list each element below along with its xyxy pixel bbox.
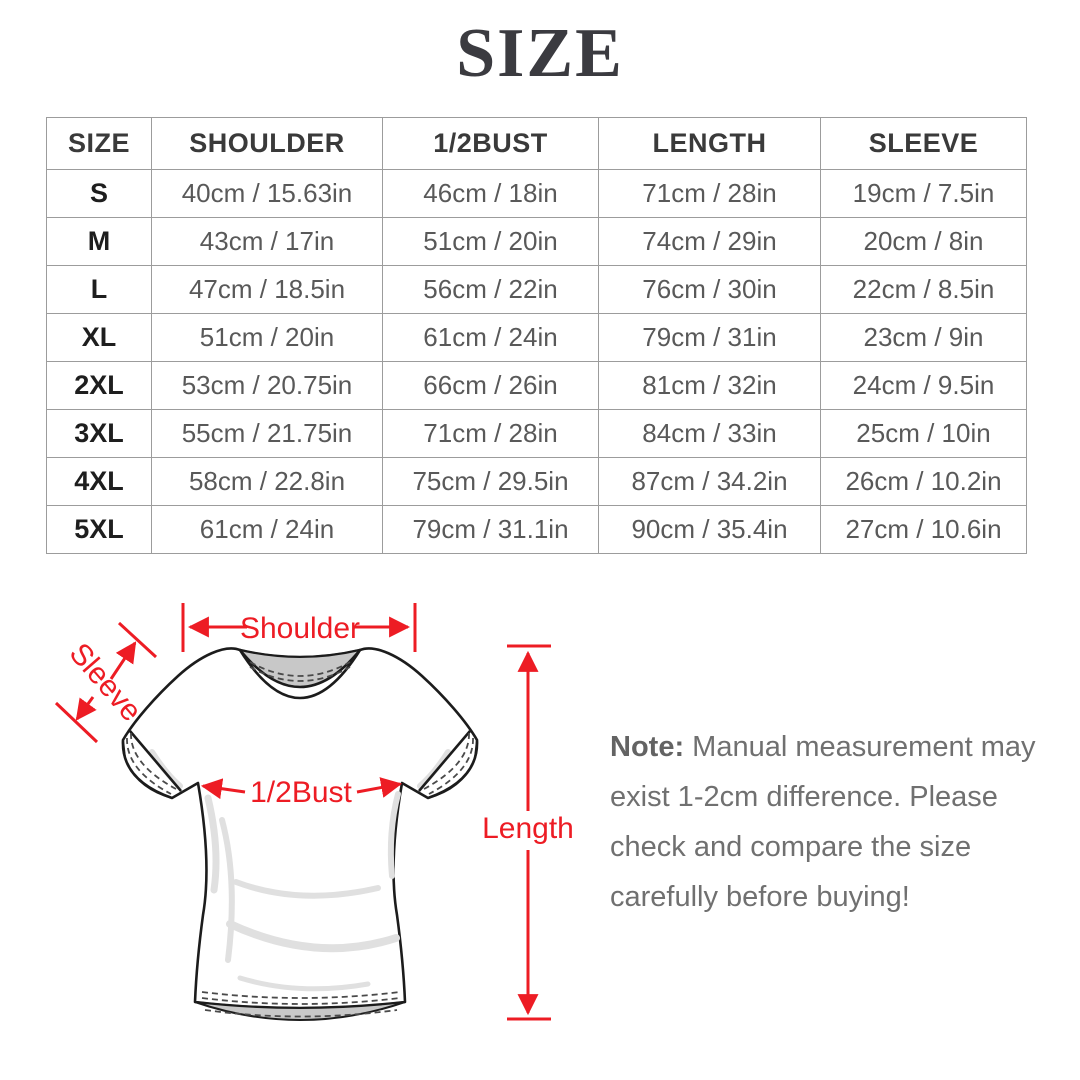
note-line: check and compare the size: [610, 831, 972, 863]
measurement-cell: 40cm / 15.63in: [152, 170, 383, 218]
length-annotation: [482, 646, 574, 1019]
table-header-row: [47, 118, 1027, 170]
header-bust: 1/2BUST: [383, 118, 599, 170]
size-cell: XL: [47, 314, 152, 362]
length-label: Length: [482, 812, 574, 845]
table-row: [47, 506, 1027, 554]
measurement-cell: 61cm / 24in: [152, 506, 383, 554]
size-cell: M: [47, 218, 152, 266]
measurement-cell: 81cm / 32in: [599, 362, 821, 410]
measurement-cell: 61cm / 24in: [383, 314, 599, 362]
measurement-cell: 46cm / 18in: [383, 170, 599, 218]
measurement-cell: 58cm / 22.8in: [152, 458, 383, 506]
size-cell: S: [47, 170, 152, 218]
measurement-cell: 79cm / 31in: [599, 314, 821, 362]
measurement-cell: 71cm / 28in: [599, 170, 821, 218]
size-table: [46, 117, 1027, 554]
measurement-cell: 74cm / 29in: [599, 218, 821, 266]
note-line: carefully before buying!: [610, 881, 910, 913]
page-title: SIZE: [456, 15, 624, 92]
measurement-cell: 53cm / 20.75in: [152, 362, 383, 410]
size-cell: L: [47, 266, 152, 314]
header-shoulder: SHOULDER: [152, 118, 383, 170]
table-row: [47, 218, 1027, 266]
shoulder-label: Shoulder: [239, 612, 361, 645]
measurement-cell: 79cm / 31.1in: [383, 506, 599, 554]
measurement-cell: 90cm / 35.4in: [599, 506, 821, 554]
measurement-cell: 26cm / 10.2in: [821, 458, 1027, 506]
sleeve-arrow-down: [77, 697, 93, 719]
header-sleeve: SLEEVE: [821, 118, 1027, 170]
measurement-cell: 51cm / 20in: [152, 314, 383, 362]
tshirt-outline: [123, 648, 477, 1008]
sleeve-label: Sleeve: [62, 636, 148, 728]
measurement-cell: 56cm / 22in: [383, 266, 599, 314]
sleeve-lower-tick: [56, 703, 97, 742]
measurement-cell: 71cm / 28in: [383, 410, 599, 458]
measurement-cell: 55cm / 21.75in: [152, 410, 383, 458]
table-row: [47, 314, 1027, 362]
table-row: [47, 458, 1027, 506]
measurement-cell: 84cm / 33in: [599, 410, 821, 458]
measurement-cell: 66cm / 26in: [383, 362, 599, 410]
measurement-cell: 75cm / 29.5in: [383, 458, 599, 506]
table-row: [47, 266, 1027, 314]
table-row: [47, 362, 1027, 410]
measurement-cell: 19cm / 7.5in: [821, 170, 1027, 218]
size-cell: 5XL: [47, 506, 152, 554]
measurement-cell: 47cm / 18.5in: [152, 266, 383, 314]
measurement-cell: 27cm / 10.6in: [821, 506, 1027, 554]
measurement-cell: 22cm / 8.5in: [821, 266, 1027, 314]
sleeve-upper-tick: [119, 623, 156, 657]
bust-label: 1/2Bust: [250, 776, 352, 809]
note-line: exist 1-2cm difference. Please: [610, 781, 998, 813]
measurement-cell: 43cm / 17in: [152, 218, 383, 266]
header-length: LENGTH: [599, 118, 821, 170]
note-label: Note:: [610, 731, 685, 763]
table-row: [47, 410, 1027, 458]
size-cell: 2XL: [47, 362, 152, 410]
size-cell: 4XL: [47, 458, 152, 506]
size-cell: 3XL: [47, 410, 152, 458]
measurement-cell: 25cm / 10in: [821, 410, 1027, 458]
measurement-cell: 87cm / 34.2in: [599, 458, 821, 506]
header-size: SIZE: [47, 118, 152, 170]
measurement-cell: 24cm / 9.5in: [821, 362, 1027, 410]
tshirt-measurement-diagram: [0, 580, 580, 1080]
note-line: Note: Manual measurement may: [610, 731, 1036, 763]
measurement-cell: 76cm / 30in: [599, 266, 821, 314]
measurement-cell: 23cm / 9in: [821, 314, 1027, 362]
measurement-note: [610, 722, 1040, 922]
table-row: [47, 170, 1027, 218]
measurement-cell: 51cm / 20in: [383, 218, 599, 266]
measurement-cell: 20cm / 8in: [821, 218, 1027, 266]
shoulder-annotation: [183, 603, 415, 652]
